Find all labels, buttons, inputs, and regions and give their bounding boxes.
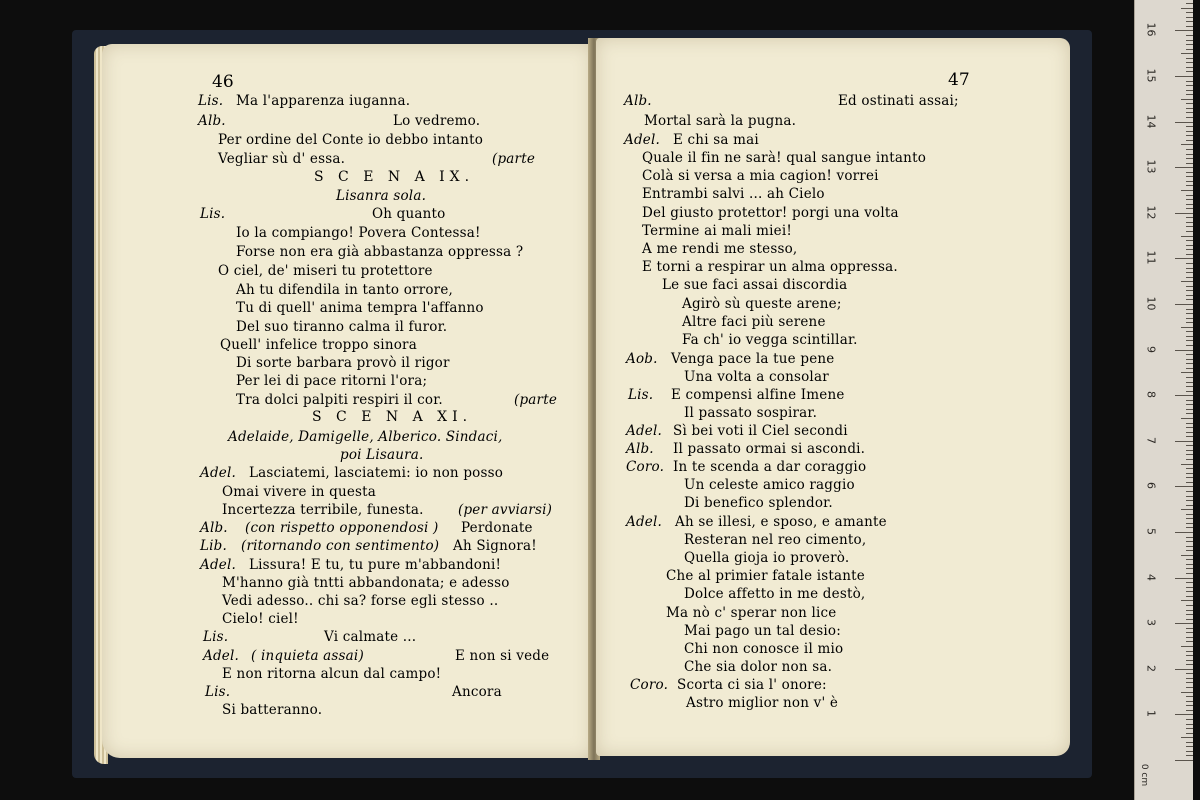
ruler-tick — [1186, 62, 1193, 63]
ruler-tick — [1186, 94, 1193, 95]
speaker-label: Coro. — [630, 677, 669, 693]
verse-line: Ah Signora! — [453, 538, 537, 554]
verse-line: Di benefico splendor. — [684, 495, 833, 511]
ruler-tick — [1186, 724, 1193, 725]
ruler-tick — [1186, 263, 1193, 264]
verse-line: A me rendi me stesso, — [642, 241, 798, 257]
ruler-tick — [1186, 454, 1193, 455]
verse-line: Incertezza terribile, funesta. — [222, 502, 424, 518]
ruler-tick — [1186, 254, 1193, 255]
ruler-tick — [1186, 459, 1193, 460]
ruler-tick — [1181, 53, 1193, 54]
ruler-tick — [1186, 755, 1193, 756]
ruler-tick — [1186, 117, 1193, 118]
ruler-number: 10 — [1144, 296, 1158, 311]
verse-line: Resteran nel reo cimento, — [684, 532, 867, 548]
ruler-tick — [1186, 541, 1193, 542]
ruler-number: 12 — [1144, 205, 1158, 220]
ruler-tick — [1186, 12, 1193, 13]
ruler-unit: 0 cm — [1139, 763, 1150, 787]
ruler-tick — [1175, 441, 1193, 442]
ruler-tick — [1186, 240, 1193, 241]
ruler-tick — [1175, 213, 1193, 214]
verse-line: Le sue faci assai discordia — [662, 277, 848, 293]
ruler-tick — [1186, 468, 1193, 469]
verse-line: Cielo! ciel! — [222, 611, 299, 627]
verse-line: Di sorte barbara provò il rigor — [236, 355, 450, 371]
ruler-tick — [1186, 605, 1193, 606]
verse-line: Venga pace la tue pene — [671, 351, 835, 367]
ruler-tick — [1186, 404, 1193, 405]
speaker-label: Adel. — [626, 423, 662, 439]
ruler-tick — [1186, 386, 1193, 387]
verse-line: E chi sa mai — [673, 132, 759, 148]
ruler-tick — [1186, 71, 1193, 72]
ruler-tick — [1186, 728, 1193, 729]
verse-line: Per ordine del Conte io debbo intanto — [218, 132, 484, 148]
ruler-tick — [1186, 514, 1193, 515]
ruler-number: 13 — [1144, 159, 1158, 174]
verse-line: Entrambi salvi ... ah Cielo — [642, 186, 825, 202]
ruler-tick — [1186, 268, 1193, 269]
ruler-tick — [1186, 40, 1193, 41]
ruler-tick — [1186, 641, 1193, 642]
ruler-tick — [1186, 733, 1193, 734]
ruler-tick — [1181, 236, 1193, 237]
ruler-tick — [1186, 245, 1193, 246]
verse-line: Scorta ci sia l' onore: — [677, 677, 827, 693]
ruler-tick — [1186, 705, 1193, 706]
ruler-tick — [1186, 632, 1193, 633]
stage-direction: (per avviarsi) — [458, 502, 553, 518]
ruler-tick — [1186, 208, 1193, 209]
ruler-tick — [1186, 368, 1193, 369]
ruler-number: 6 — [1144, 482, 1158, 490]
ruler-tick — [1186, 568, 1193, 569]
verse-line: Vi calmate ... — [324, 629, 417, 645]
ruler-tick — [1186, 587, 1193, 588]
ruler-tick — [1181, 464, 1193, 465]
ruler-tick — [1186, 158, 1193, 159]
ruler-tick — [1186, 482, 1193, 483]
ruler-tick — [1186, 527, 1193, 528]
ruler-tick — [1186, 559, 1193, 560]
ruler-tick — [1186, 628, 1193, 629]
speaker-label: Alb. — [626, 441, 654, 457]
ruler-tick — [1186, 409, 1193, 410]
ruler-tick — [1186, 154, 1193, 155]
ruler-tick — [1186, 299, 1193, 300]
verse-line: M'hanno già tntti abbandonata; e adesso — [222, 575, 510, 591]
ruler-tick — [1186, 345, 1193, 346]
verse-line: Altre faci più serene — [682, 314, 826, 330]
ruler-tick — [1186, 49, 1193, 50]
ruler-tick — [1186, 546, 1193, 547]
ruler-tick — [1186, 318, 1193, 319]
ruler-tick — [1186, 473, 1193, 474]
ruler-tick — [1175, 532, 1193, 533]
speaker-label: Alb. — [200, 520, 228, 536]
ruler-tick — [1186, 131, 1193, 132]
ruler-tick — [1186, 3, 1193, 4]
ruler-tick — [1186, 226, 1193, 227]
stage-direction: ( inquieta assai) — [251, 648, 364, 664]
stage-direction: Lisanra sola. — [336, 188, 427, 204]
ruler-tick — [1186, 58, 1193, 59]
verse-line: Tu di quell' anima tempra l'affanno — [236, 300, 484, 316]
stage-direction: poi Lisaura. — [340, 447, 424, 463]
ruler-tick — [1186, 140, 1193, 141]
ruler-tick — [1186, 696, 1193, 697]
verse-line: Quella gioja io proverò. — [684, 550, 850, 566]
ruler-tick — [1181, 327, 1193, 328]
speaker-label: Lis. — [198, 93, 224, 109]
ruler-tick — [1186, 286, 1193, 287]
verse-line: Ah tu difendila in tanto orrore, — [236, 282, 454, 298]
ruler-tick — [1186, 673, 1193, 674]
ruler-tick — [1186, 619, 1193, 620]
measuring-ruler — [1134, 0, 1193, 800]
ruler-tick — [1175, 350, 1193, 351]
ruler-number: 14 — [1144, 114, 1158, 129]
ruler-tick — [1186, 195, 1193, 196]
ruler-tick — [1186, 742, 1193, 743]
verse-line: Il passato sospirar. — [684, 405, 818, 421]
ruler-tick — [1186, 149, 1193, 150]
ruler-tick — [1186, 322, 1193, 323]
ruler-tick — [1186, 126, 1193, 127]
verse-line: Ancora — [452, 684, 502, 700]
verse-line: In te scenda a dar coraggio — [673, 459, 867, 475]
verse-line: Una volta a consolar — [684, 369, 829, 385]
ruler-tick — [1181, 281, 1193, 282]
ruler-tick — [1181, 646, 1193, 647]
ruler-tick — [1186, 591, 1193, 592]
ruler-tick — [1186, 81, 1193, 82]
scene-heading: S C E N A IX. — [314, 169, 475, 185]
speaker-label: Lis. — [628, 387, 654, 403]
speaker-label: Aob. — [626, 351, 658, 367]
verse-line: Ma l'apparenza iuganna. — [236, 93, 411, 109]
ruler-tick — [1186, 450, 1193, 451]
ruler-tick — [1186, 610, 1193, 611]
left-page-number: 46 — [212, 72, 234, 92]
right-page-number: 47 — [948, 70, 970, 90]
verse-line: Colà si versa a mia cagion! vorrei — [642, 168, 879, 184]
ruler-tick — [1186, 90, 1193, 91]
ruler-number: 3 — [1144, 619, 1158, 627]
speaker-label: Coro. — [626, 459, 665, 475]
verse-line: Forse non era già abbastanza oppressa ? — [236, 244, 524, 260]
ruler-tick — [1186, 614, 1193, 615]
ruler-tick — [1186, 44, 1193, 45]
ruler-tick — [1186, 108, 1193, 109]
ruler-tick — [1186, 277, 1193, 278]
ruler-tick — [1186, 477, 1193, 478]
ruler-tick — [1186, 573, 1193, 574]
verse-line: Oh quanto — [372, 206, 446, 222]
ruler-tick — [1175, 395, 1193, 396]
ruler-tick — [1181, 737, 1193, 738]
ruler-tick — [1181, 418, 1193, 419]
ruler-tick — [1186, 427, 1193, 428]
ruler-tick — [1186, 172, 1193, 173]
verse-line: Omai vivere in questa — [222, 484, 377, 500]
verse-line: Ah se illesi, e sposo, e amante — [675, 514, 887, 530]
verse-line: Un celeste amico raggio — [684, 477, 855, 493]
ruler-tick — [1181, 509, 1193, 510]
verse-line: E torni a respirar un alma oppressa. — [642, 259, 898, 275]
stage-direction: (parte — [492, 151, 536, 167]
ruler-tick — [1186, 500, 1193, 501]
verse-line: Lasciatemi, lasciatemi: io non posso — [249, 465, 504, 481]
ruler-tick — [1186, 363, 1193, 364]
verse-line: Vegliar sù d' essa. — [218, 151, 346, 167]
verse-line: E non si vede — [455, 648, 550, 664]
stage-direction: (parte — [514, 392, 558, 408]
ruler-number: 11 — [1144, 250, 1158, 265]
ruler-tick — [1186, 751, 1193, 752]
stage-direction: (ritornando con sentimento) — [241, 538, 440, 554]
ruler-tick — [1186, 199, 1193, 200]
ruler-number: 16 — [1144, 22, 1158, 37]
ruler-tick — [1186, 550, 1193, 551]
ruler-number: 1 — [1144, 710, 1158, 718]
ruler-tick — [1186, 222, 1193, 223]
verse-line: Dolce affetto in me destò, — [684, 586, 866, 602]
ruler-tick — [1175, 122, 1193, 123]
ruler-number: 2 — [1144, 664, 1158, 672]
ruler-tick — [1186, 103, 1193, 104]
ruler-tick — [1175, 578, 1193, 579]
ruler-tick — [1186, 710, 1193, 711]
ruler-number: 7 — [1144, 436, 1158, 444]
ruler-tick — [1186, 413, 1193, 414]
ruler-tick — [1181, 8, 1193, 9]
ruler-number: 15 — [1144, 68, 1158, 83]
ruler-tick — [1186, 637, 1193, 638]
ruler-tick — [1186, 249, 1193, 250]
speaker-label: Lib. — [200, 538, 228, 554]
verse-line: Che sia dolor non sa. — [684, 659, 833, 675]
ruler-tick — [1175, 486, 1193, 487]
ruler-tick — [1186, 231, 1193, 232]
verse-line: Sì bei voti il Ciel secondi — [673, 423, 848, 439]
verse-line: Fa ch' io vegga scintillar. — [682, 332, 858, 348]
verse-line: Mortal sarà la pugna. — [644, 113, 797, 129]
ruler-tick — [1175, 760, 1193, 761]
verse-line: Quale il fin ne sarà! qual sangue intanto — [642, 150, 927, 166]
ruler-tick — [1181, 692, 1193, 693]
ruler-tick — [1186, 331, 1193, 332]
speaker-label: Adel. — [200, 557, 236, 573]
ruler-tick — [1175, 304, 1193, 305]
ruler-tick — [1186, 491, 1193, 492]
speaker-label: Alb. — [198, 113, 226, 129]
verse-line: Il passato ormai si ascondi. — [673, 441, 866, 457]
ruler-tick — [1186, 26, 1193, 27]
ruler-number: 8 — [1144, 391, 1158, 399]
ruler-tick — [1186, 523, 1193, 524]
verse-line: Del suo tiranno calma il furor. — [236, 319, 448, 335]
verse-line: Perdonate — [461, 520, 533, 536]
ruler-number: 5 — [1144, 528, 1158, 535]
verse-line: Ed ostinati assai; — [838, 93, 959, 109]
ruler-tick — [1186, 746, 1193, 747]
ruler-tick — [1186, 204, 1193, 205]
stage-direction: Adelaide, Damigelle, Alberico. Sindaci, — [228, 429, 503, 445]
speaker-label: Adel. — [624, 132, 660, 148]
speaker-label: Adel. — [626, 514, 662, 530]
speaker-label: Lis. — [200, 206, 226, 222]
ruler-tick — [1186, 719, 1193, 720]
verse-line: Lissura! E tu, tu pure m'abbandoni! — [249, 557, 502, 573]
verse-line: Si batteranno. — [222, 702, 323, 718]
ruler-tick — [1181, 555, 1193, 556]
verse-line: O ciel, de' miseri tu protettore — [218, 263, 433, 279]
ruler-number: 4 — [1144, 573, 1158, 581]
ruler-tick — [1186, 176, 1193, 177]
ruler-tick — [1186, 537, 1193, 538]
ruler-tick — [1175, 714, 1193, 715]
ruler-tick — [1181, 99, 1193, 100]
ruler-tick — [1175, 669, 1193, 670]
ruler-number: 9 — [1144, 345, 1158, 353]
verse-line: Vedi adesso.. chi sa? forse egli stesso .. — [222, 593, 499, 609]
ruler-tick — [1186, 432, 1193, 433]
verse-line: Astro miglior non v' è — [686, 695, 839, 711]
ruler-tick — [1186, 112, 1193, 113]
ruler-tick — [1186, 505, 1193, 506]
ruler-tick — [1175, 258, 1193, 259]
scene-heading: S C E N A XI. — [312, 409, 473, 425]
ruler-tick — [1186, 67, 1193, 68]
verse-line: Del giusto protettor! porgi una volta — [642, 205, 899, 221]
ruler-tick — [1186, 496, 1193, 497]
ruler-tick — [1175, 30, 1193, 31]
ruler-tick — [1186, 313, 1193, 314]
ruler-tick — [1181, 372, 1193, 373]
ruler-tick — [1186, 423, 1193, 424]
ruler-tick — [1186, 391, 1193, 392]
speaker-label: Adel. — [203, 648, 239, 664]
verse-line: Termine ai mali miei! — [642, 223, 792, 239]
ruler-tick — [1186, 35, 1193, 36]
ruler-tick — [1186, 354, 1193, 355]
verse-line: E non ritorna alcun dal campo! — [222, 666, 442, 682]
ruler-tick — [1186, 596, 1193, 597]
ruler-tick — [1186, 336, 1193, 337]
ruler-tick — [1181, 144, 1193, 145]
speaker-label: Lis. — [205, 684, 231, 700]
ruler-tick — [1186, 217, 1193, 218]
ruler-tick — [1186, 17, 1193, 18]
verse-line: Lo vedremo. — [393, 113, 481, 129]
verse-line: Chi non conosce il mio — [684, 641, 844, 657]
ruler-tick — [1186, 564, 1193, 565]
ruler-tick — [1175, 623, 1193, 624]
verse-line: Per lei di pace ritorni l'ora; — [236, 373, 428, 389]
ruler-tick — [1186, 163, 1193, 164]
ruler-tick — [1186, 682, 1193, 683]
ruler-tick — [1186, 135, 1193, 136]
ruler-tick — [1175, 76, 1193, 77]
verse-line: E compensi alfine Imene — [671, 387, 845, 403]
verse-line: Tra dolci palpiti respiri il cor. — [236, 392, 443, 408]
ruler-tick — [1186, 21, 1193, 22]
verse-line: Che al primier fatale istante — [666, 568, 865, 584]
ruler-tick — [1186, 518, 1193, 519]
verse-line: Io la compiango! Povera Contessa! — [236, 225, 481, 241]
ruler-tick — [1186, 85, 1193, 86]
ruler-tick — [1186, 436, 1193, 437]
ruler-tick — [1186, 660, 1193, 661]
ruler-tick — [1186, 340, 1193, 341]
ruler-tick — [1186, 678, 1193, 679]
ruler-tick — [1186, 359, 1193, 360]
ruler-tick — [1186, 377, 1193, 378]
verse-line: Mai pago un tal desio: — [684, 623, 841, 639]
ruler-tick — [1181, 190, 1193, 191]
ruler-tick — [1186, 687, 1193, 688]
ruler-tick — [1186, 295, 1193, 296]
verse-line: Quell' infelice troppo sinora — [220, 337, 417, 353]
ruler-tick — [1175, 167, 1193, 168]
ruler-tick — [1186, 181, 1193, 182]
ruler-tick — [1186, 185, 1193, 186]
verse-line: Agirò sù queste arene; — [682, 296, 842, 312]
ruler-tick — [1186, 445, 1193, 446]
ruler-tick — [1186, 309, 1193, 310]
stage-direction: (con rispetto opponendosi ) — [245, 520, 439, 536]
ruler-tick — [1186, 272, 1193, 273]
ruler-tick — [1181, 600, 1193, 601]
ruler-tick — [1186, 655, 1193, 656]
ruler-tick — [1186, 582, 1193, 583]
ruler-tick — [1186, 382, 1193, 383]
ruler-tick — [1186, 701, 1193, 702]
ruler-tick — [1186, 290, 1193, 291]
ruler-tick — [1186, 664, 1193, 665]
ruler-tick — [1186, 400, 1193, 401]
speaker-label: Adel. — [200, 465, 236, 481]
ruler-tick — [1186, 651, 1193, 652]
speaker-label: Lis. — [203, 629, 229, 645]
verse-line: Ma nò c' sperar non lice — [666, 605, 837, 621]
speaker-label: Alb. — [624, 93, 652, 109]
